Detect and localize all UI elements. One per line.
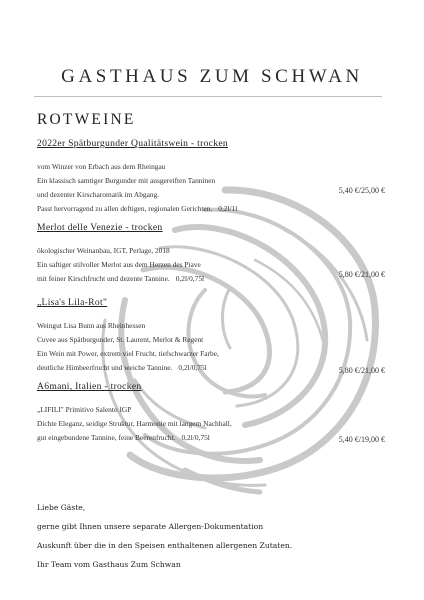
wine-volume: 0,2l/1l [218, 204, 238, 213]
wine-description-line: und dezenter Kirscharomatik im Abgang. [37, 190, 160, 199]
greeting-line: Liebe Gäste, [37, 503, 86, 512]
wine-name: 2022er Spätburgunder Qualitätswein - trocken [37, 138, 228, 149]
wine-description-line: vom Winzer von Erbach aus dem Rheingau [37, 162, 166, 171]
wine-item-lisas-lila-rot [37, 297, 387, 375]
wine-name: „Lisa's Lila-Rot" [37, 297, 108, 308]
wine-volume: 0,2l/0,75l [181, 433, 210, 442]
wine-description-line [37, 202, 387, 216]
wine-name: A6mani, Italien - trocken [37, 381, 142, 392]
title-divider [34, 96, 382, 97]
greeting-line: Auskunft über die in den Speisen enthaltenen allergenen Zutaten. [37, 541, 293, 550]
wine-description-text: gut eingebundene Tannine, feine Beerenfrucht. [37, 433, 176, 442]
section-title: ROTWEINE [37, 111, 136, 128]
wine-description-line: „LIFILI" Primitivo Salento IGP [37, 405, 132, 414]
wine-price: 5,80 €/21,00 € [338, 270, 385, 279]
wine-description-text: mit feiner Kirschfrucht und dezente Tannine. [37, 274, 170, 283]
wine-price: 5,40 €/25,00 € [338, 186, 385, 195]
wine-description-line [37, 361, 387, 375]
wine-price: 5,40 €/19,00 € [338, 435, 385, 444]
wine-item-a6mani [37, 381, 387, 445]
restaurant-title: GASTHAUS ZUM SCHWAN [61, 66, 363, 87]
allergen-notice [37, 498, 292, 574]
greeting-line: Ihr Team vom Gasthaus Zum Schwan [37, 560, 181, 569]
wine-description-line: Ein saftiger stilvoller Merlot aus dem Herzen des Piave [37, 260, 201, 269]
wine-price: 5,80 €/21,00 € [338, 366, 385, 375]
wine-item-spaetburgunder [37, 138, 387, 216]
wine-item-merlot [37, 222, 387, 286]
wine-volume: 0,2l/0,75l [175, 274, 205, 283]
wine-volume: 0,2l/0,75l [178, 363, 207, 372]
greeting-line: gerne gibt Ihnen unsere separate Allergen-Dokumentation [37, 522, 264, 531]
wine-description-line: ökologischer Weinanbau, IGT, Perlage, 2018 [37, 246, 170, 255]
wine-description-line [37, 272, 387, 286]
wine-description-text: deutliche Himbeerfrucht und weiche Tannine. [37, 363, 173, 372]
wine-name: Merlot delle Venezie - trocken [37, 222, 163, 233]
wine-description-line: Ein Wein mit Power, extrem viel Frucht, tiefschwarzer Farbe, [37, 349, 219, 358]
wine-description-line: Dichte Eleganz, seidige Struktur, Harmonie mit langem Nachhall, [37, 419, 232, 428]
wine-description-text: Passt hervorragend zu allen deftigen, regionalen Gerichten. [37, 204, 213, 213]
wine-description-line [37, 431, 387, 445]
wine-description-line: Cuvee aus Spätburgunder, St. Laurent, Merlot & Regent [37, 335, 204, 344]
wine-description-line: Weingut Lisa Bunn aus Rheinhessen [37, 321, 146, 330]
wine-description-line: Ein klassisch samtiger Burgunder mit ausgereiften Tanninen [37, 176, 216, 185]
